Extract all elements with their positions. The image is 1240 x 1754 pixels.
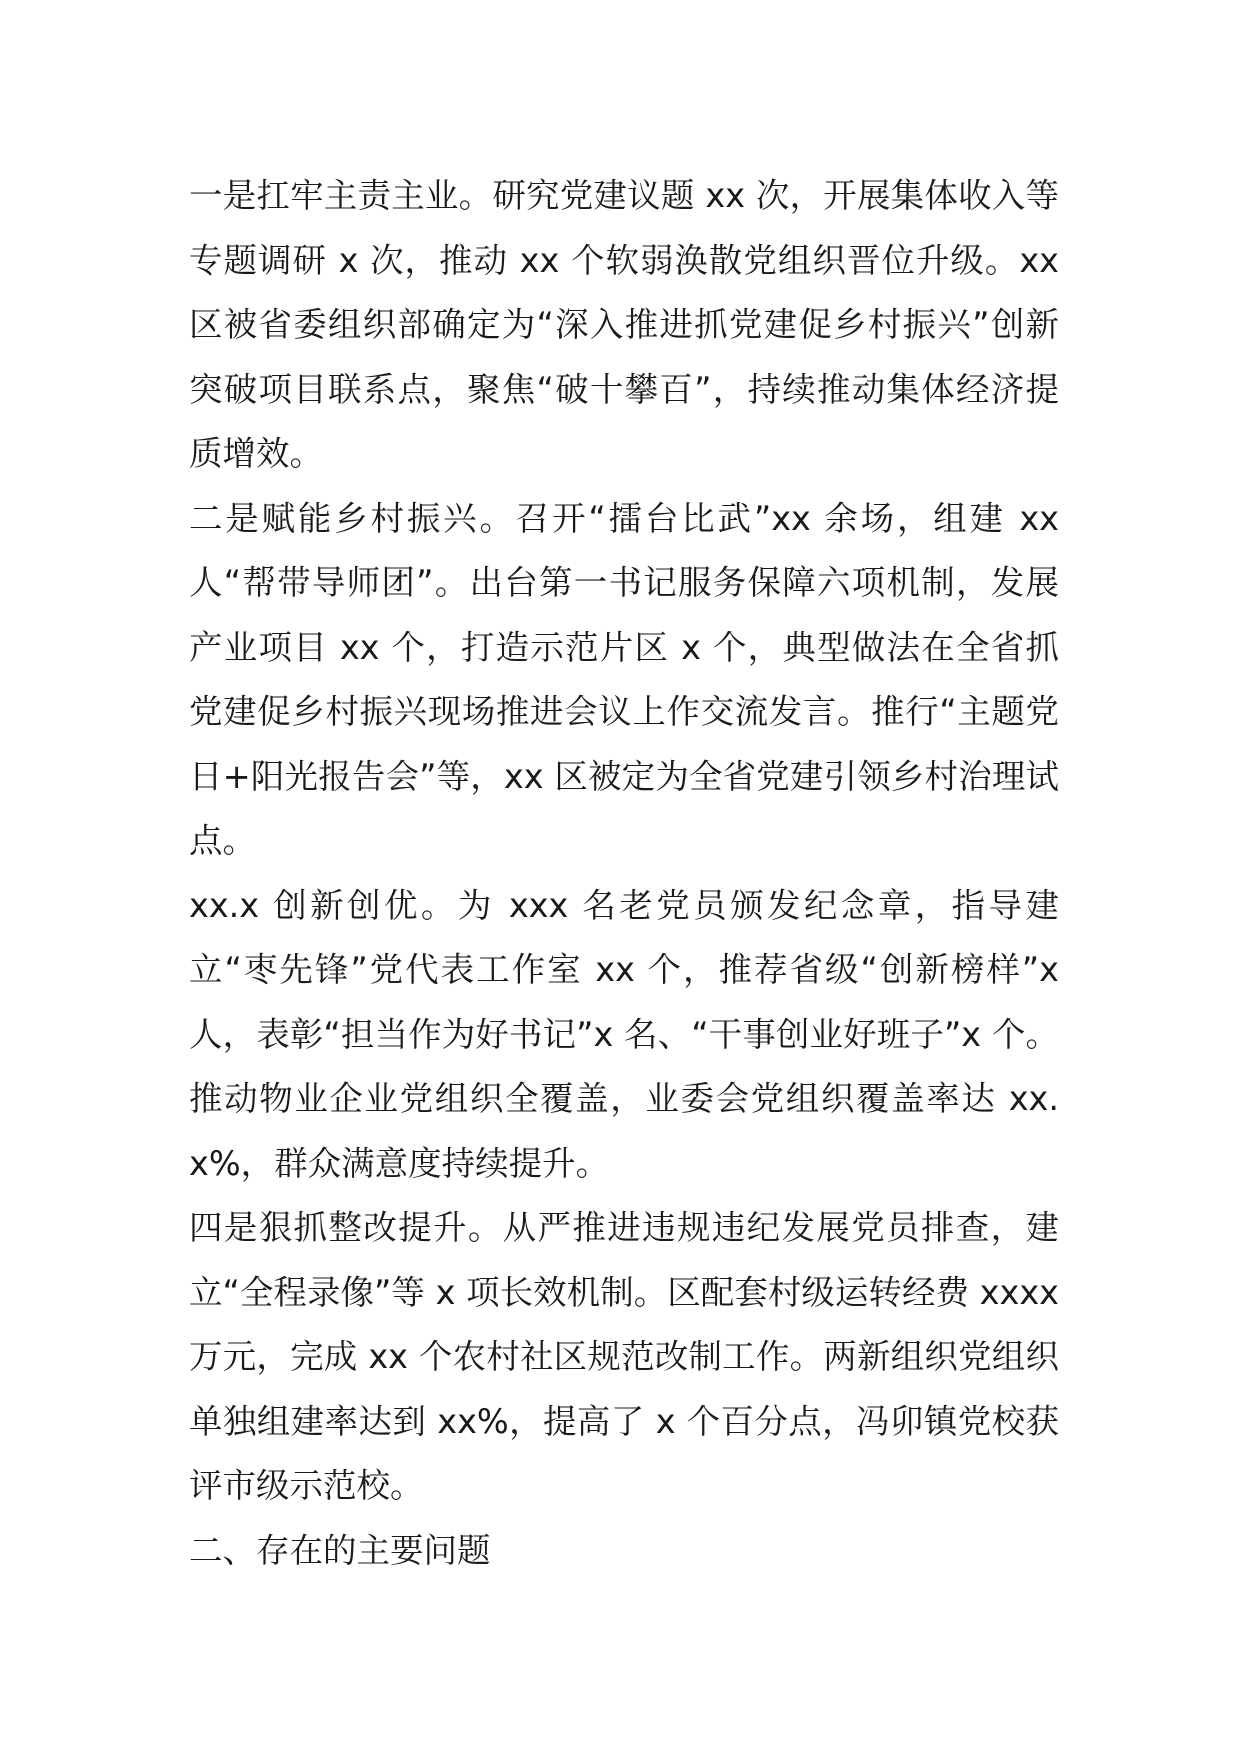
paragraph-rural-revitalization: 二是赋能乡村振兴。召开“擂台比武”xx 余场，组建 xx 人“帮带导师团”。出台第一书记服务保障六项机制，发展产业项目 xx 个，打造示范片区 x 个，典型做法在全省抓党建促乡村振兴现场推进会议上作交流发言。推行“主题党日+阳光报告会”等，xx 区被定为全省党建引领乡村治理试点。 <box>189 498 1059 860</box>
paragraph-innovation: xx.x 创新创优。为 xxx 名老党员颁发纪念章，指导建立“枣先锋”党代表工作室 xx 个，推荐省级“创新榜样”x 人，表彰“担当作为好书记”x 名、“干事创业好班子”x 个。推动物业企业党组织全覆盖，业委会党组织覆盖率达 xx.x%，群众满意度持续提升。 <box>189 885 1059 1183</box>
paragraph-responsibility: 一是扛牢主责主业。研究党建议题 xx 次，开展集体收入等专题调研 x 次，推动 xx 个软弱涣散党组织晋位升级。xx 区被省委组织部确定为“深入推进抓党建促乡村振兴”创新突破项目联系点，聚焦“破十攀百”，持续推动集体经济提质增效。 <box>189 176 1059 473</box>
paragraph-rectification: 四是狠抓整改提升。从严推进违规违纪发展党员排查，建立“全程录像”等 x 项长效机制。区配套村级运转经费 xxxx 万元，完成 xx 个农村社区规范改制工作。两新组织党组织单独组建率达到 xx%，提高了 x 个百分点，冯卯镇党校获评市级示范校。 <box>189 1208 1059 1505</box>
section-heading: 二、存在的主要问题 <box>189 1530 491 1570</box>
document-body <box>189 164 1059 1583</box>
